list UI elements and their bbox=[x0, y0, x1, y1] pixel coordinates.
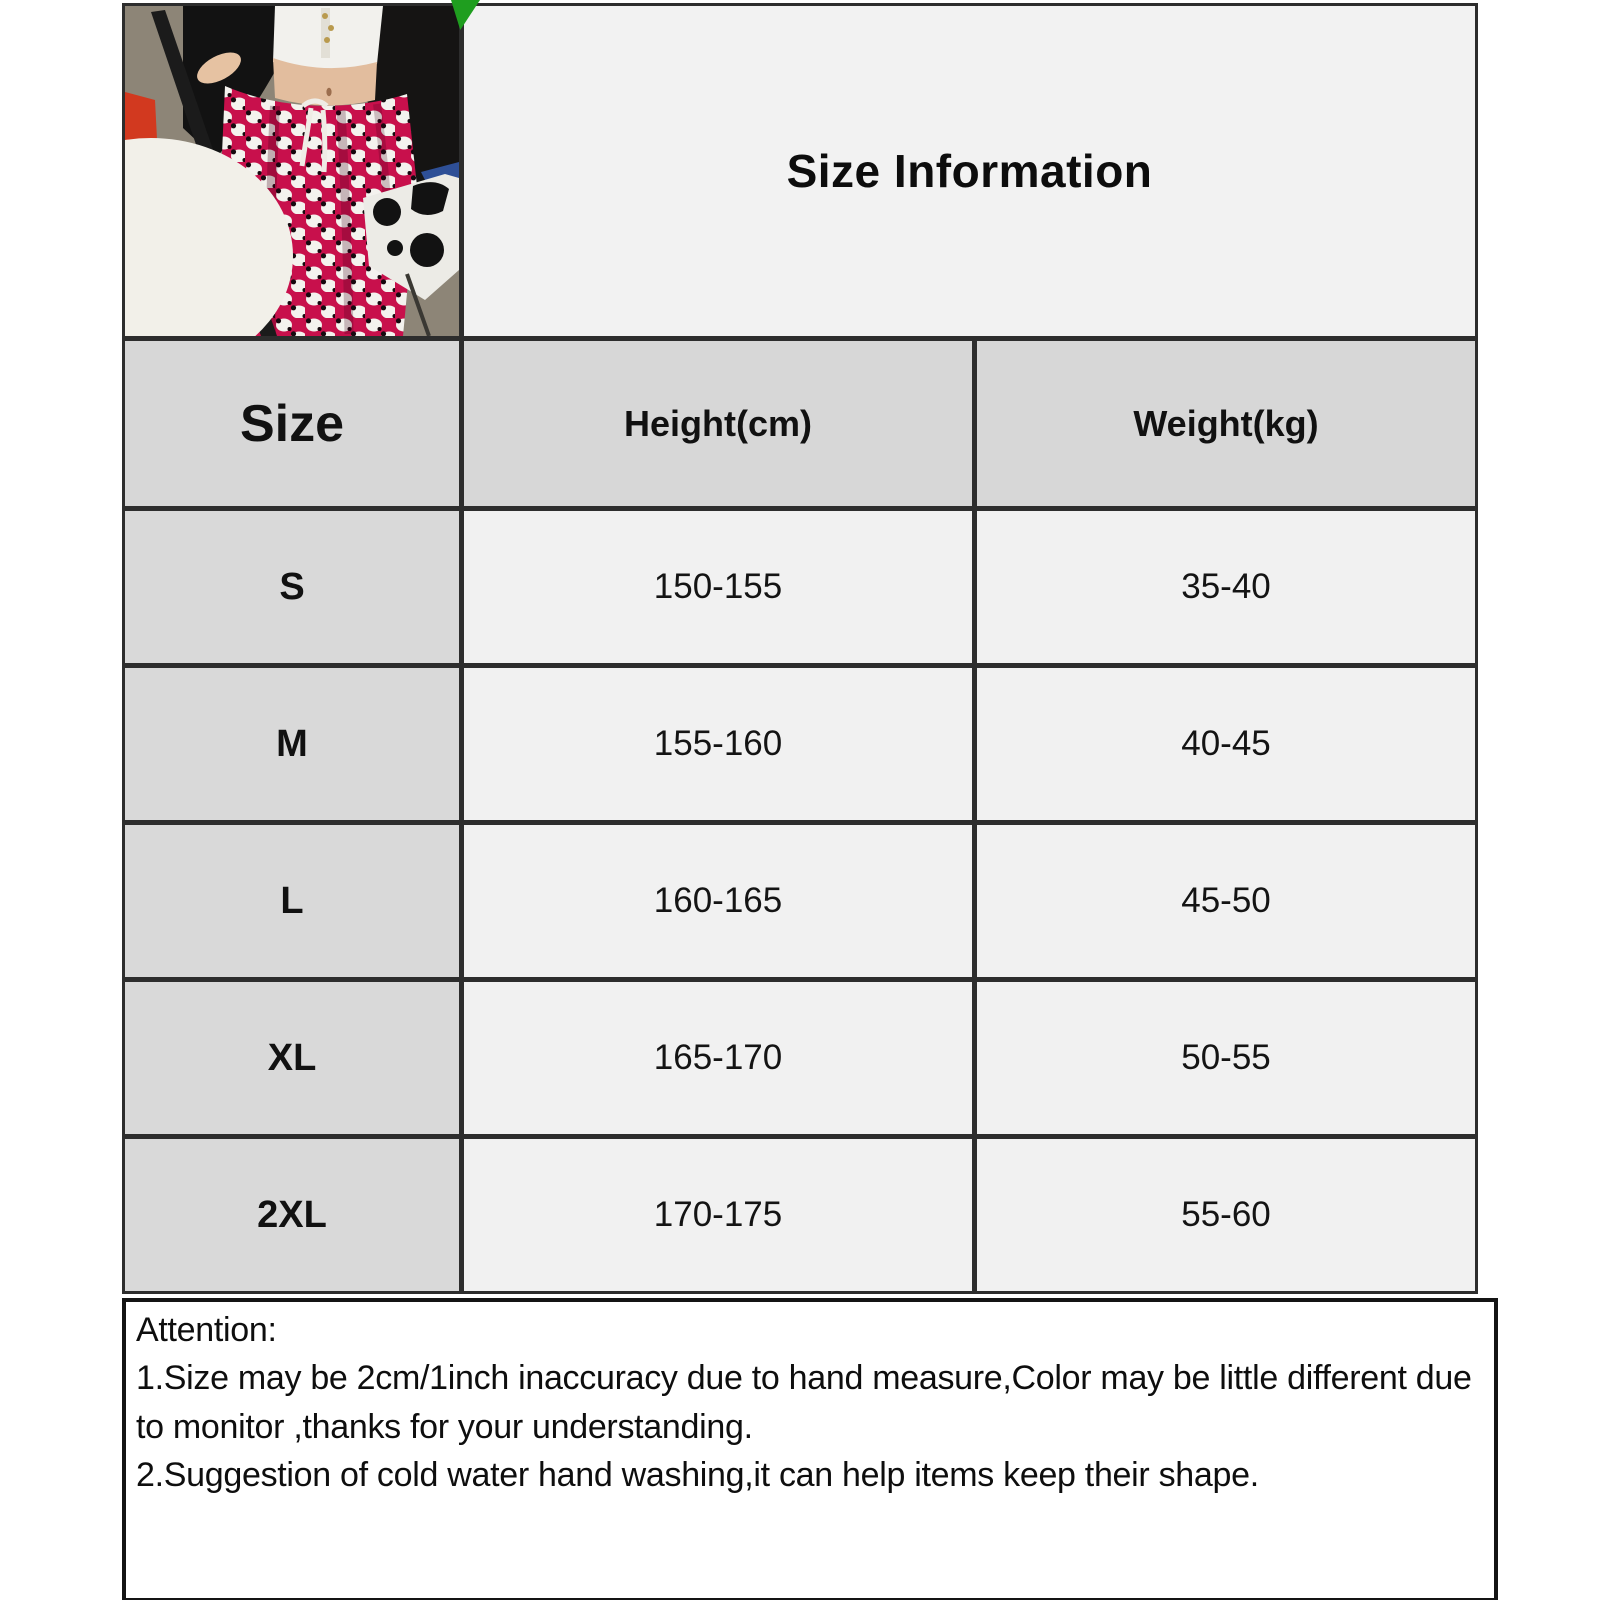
attention-note-1: 1.Size may be 2cm/1inch inaccuracy due to hand measure,Color may be little different due to monitor ,thanks for your understanding. bbox=[136, 1359, 1472, 1446]
size-table bbox=[122, 3, 1478, 1294]
table-row-size-label: L bbox=[125, 825, 459, 977]
table-row-size-label: M bbox=[125, 668, 459, 820]
column-header-weight: Weight(kg) bbox=[977, 341, 1475, 506]
table-row-size-label: S bbox=[125, 511, 459, 663]
attention-notes-box bbox=[122, 1298, 1498, 1600]
product-photo-illustration bbox=[125, 6, 459, 336]
attention-heading: Attention: bbox=[136, 1311, 277, 1349]
page-title: Size Information bbox=[786, 145, 1153, 197]
table-row-height-value: 150-155 bbox=[464, 511, 972, 663]
table-row-size-label: 2XL bbox=[125, 1139, 459, 1291]
table-row-weight-value: 35-40 bbox=[977, 511, 1475, 663]
table-row-weight-value: 40-45 bbox=[977, 668, 1475, 820]
column-header-size: Size bbox=[125, 341, 459, 506]
product-photo bbox=[125, 6, 459, 336]
table-row-height-value: 170-175 bbox=[464, 1139, 972, 1291]
table-row-height-value: 165-170 bbox=[464, 982, 972, 1134]
column-header-height: Height(cm) bbox=[464, 341, 972, 506]
table-row-height-value: 155-160 bbox=[464, 668, 972, 820]
title-cell bbox=[464, 6, 1475, 336]
table-row-weight-value: 50-55 bbox=[977, 982, 1475, 1134]
table-row-size-label: XL bbox=[125, 982, 459, 1134]
table-row-height-value: 160-165 bbox=[464, 825, 972, 977]
table-row-weight-value: 55-60 bbox=[977, 1139, 1475, 1291]
table-row-weight-value: 45-50 bbox=[977, 825, 1475, 977]
attention-note-2: 2.Suggestion of cold water hand washing,it can help items keep their shape. bbox=[136, 1455, 1259, 1494]
